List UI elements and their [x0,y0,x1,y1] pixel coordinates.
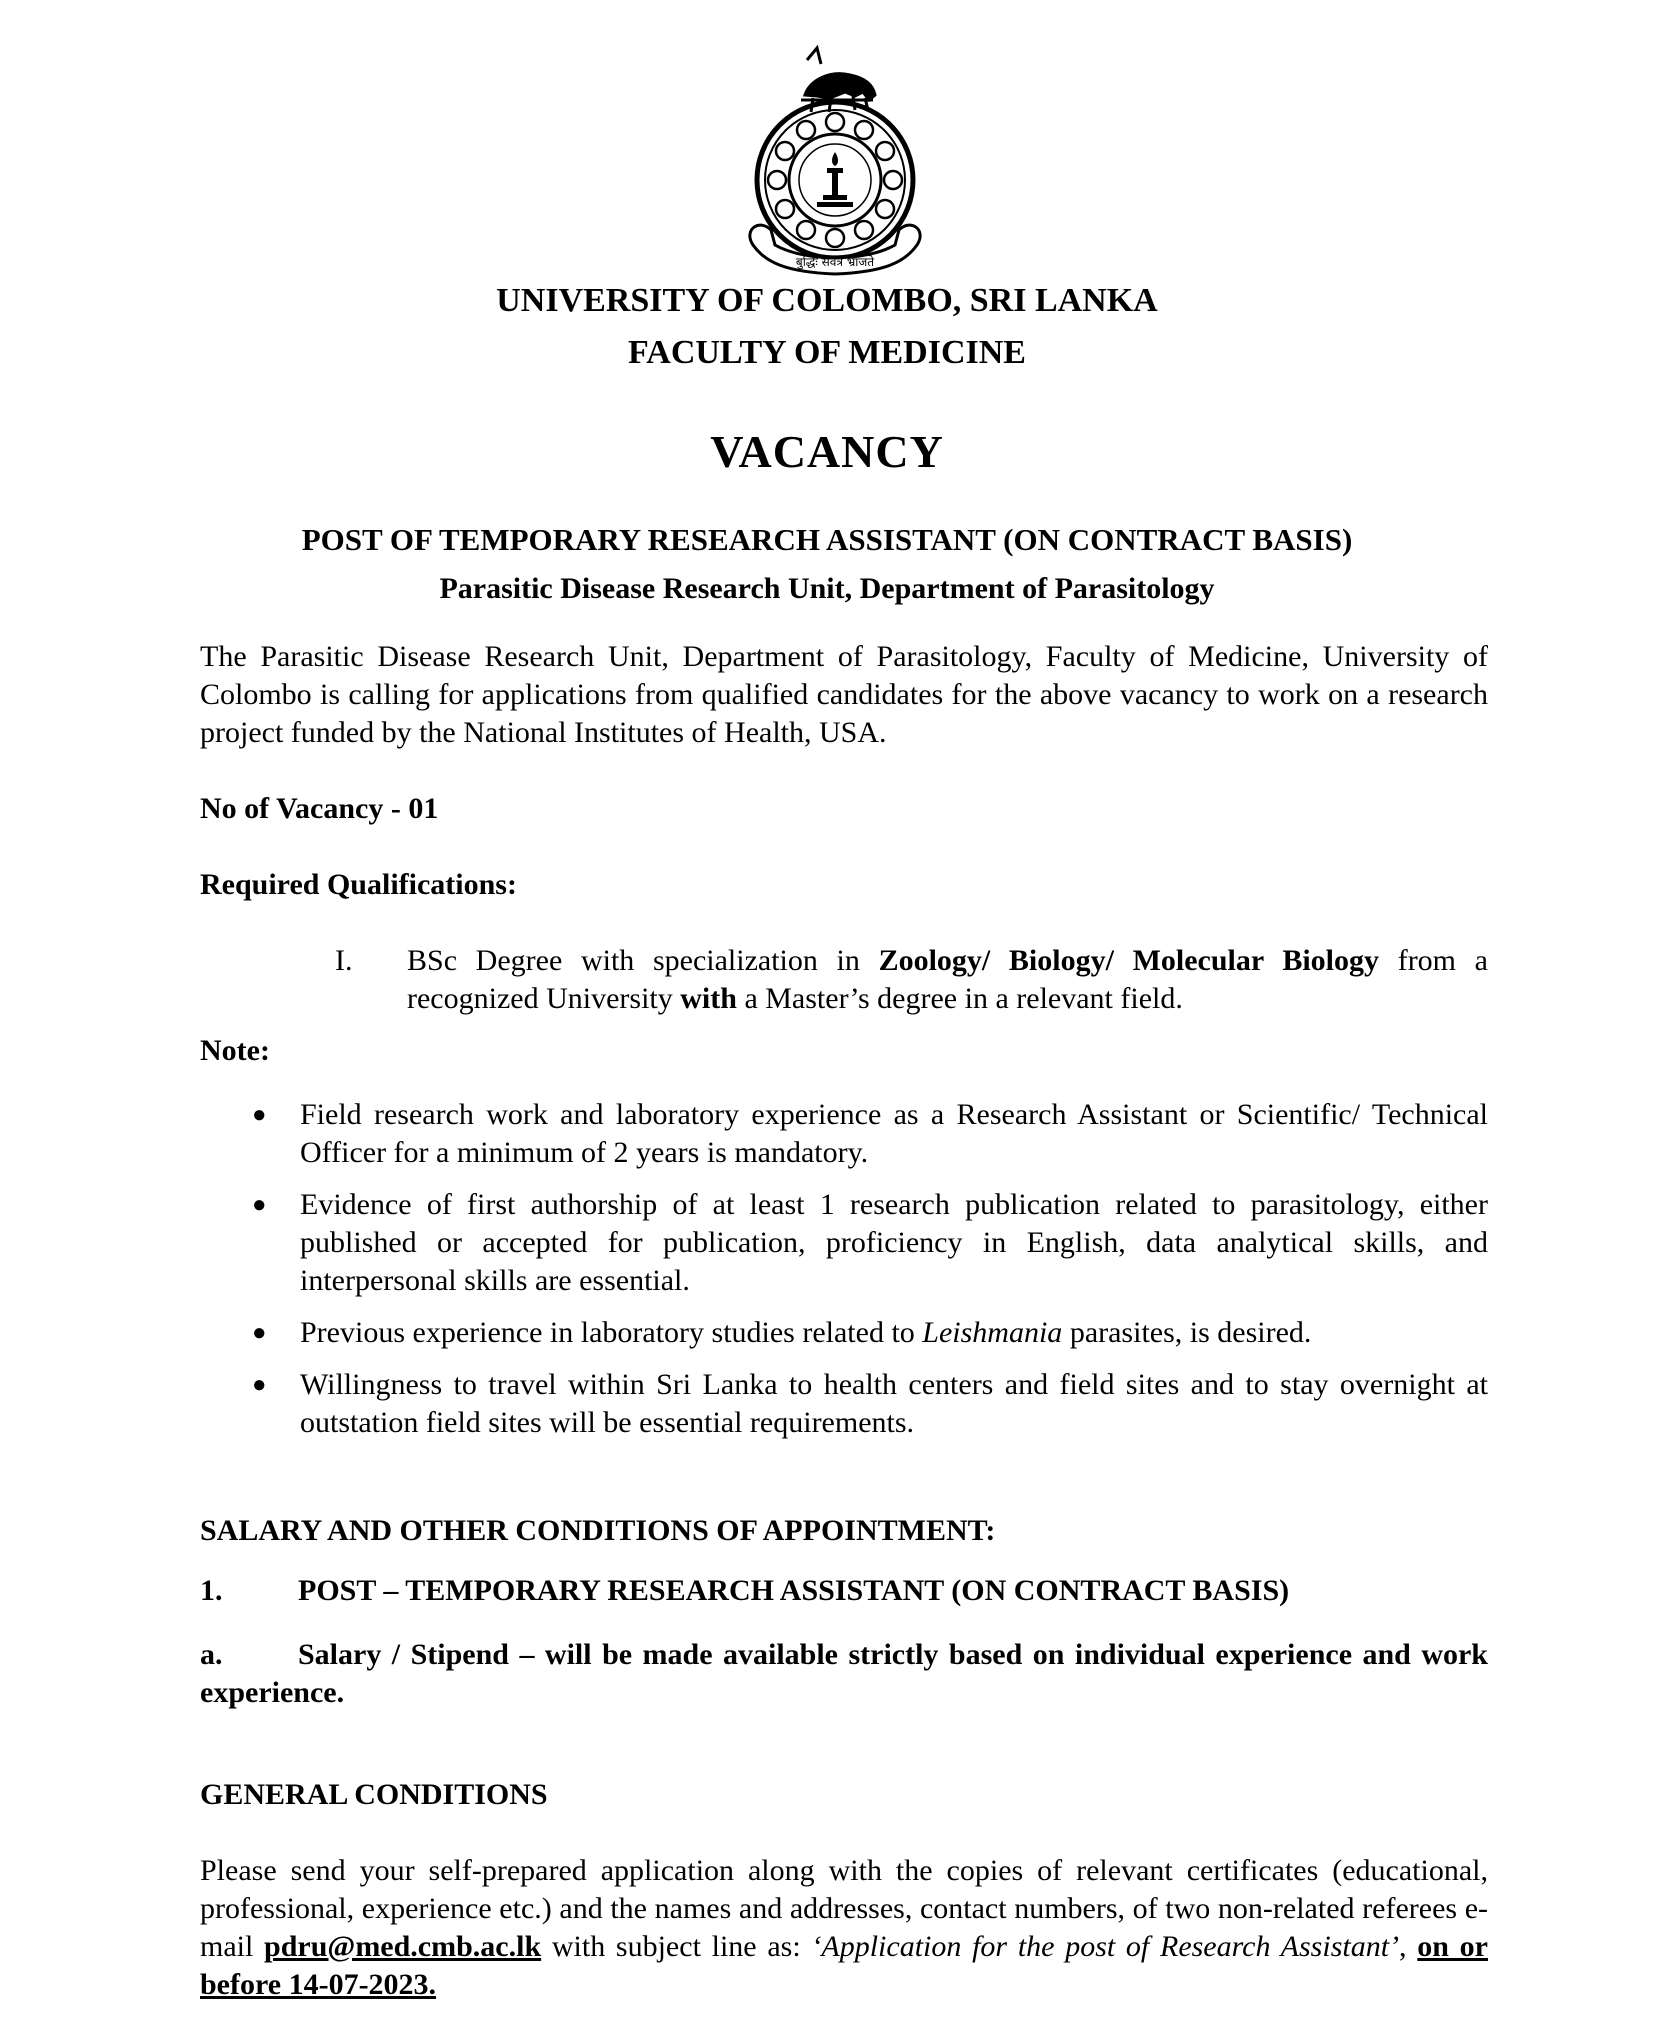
list-item: ● Willingness to travel within Sri Lanka to health centers and field sites and to stay overnight at outstation field sites will be essential requirements. [252,1368,1488,1439]
qualifications-heading: Required Qualifications: [200,868,517,901]
deadline-date: on or before 14-07-2023. [200,1930,1488,2001]
vacancy-title: VACANCY [710,426,944,477]
qualification-text: BSc Degree with specialization in Zoology/ Biology/ Molecular Biology from a recognized University with a Master’s degree in a relevant field. [407,944,1488,1015]
list-item: ● Field research work and laboratory experience as a Research Assistant or Scientific/ Technical Officer for a minimum of 2 years is mandatory. [252,1098,1488,1169]
salary-stipend-line: a. Salary / Stipend – will be made available strictly based on individual experience and work experience. [200,1638,1488,1709]
note-heading: Note: [200,1034,270,1067]
list-item: ● Previous experience in laboratory studies related to Leishmania parasites, is desired. [248,1314,1488,1352]
email-link[interactable]: pdru@med.cmb.ac.lk [264,1930,542,1963]
post-title: POST OF TEMPORARY RESEARCH ASSISTANT (ON CONTRACT BASIS) [301,522,1353,557]
vacancy-count: No of Vacancy - 01 [200,792,439,825]
oil-lamp-icon [817,152,853,207]
bullet-icon: ● [252,1102,267,1128]
bullet-icon: ● [252,1192,267,1218]
list-item: ● Evidence of first authorship of at least 1 research publication related to parasitology, either published or accepted for publication, proficiency in English, data analytical skills, and interpersonal skills are essential. [252,1188,1488,1297]
note-bullet-list [248,1096,1488,1456]
application-instructions: Please send your self-prepared application along with the copies of relevant certificates (educational, professional, experience etc.) and the names and addresses, contact numbers, of two non-related referees e- mail pdru@med.cmb.ac.lk with subject line as: ‘Application for the post of Research Assistant’, on or before 14-07-2023. [200,1854,1488,2001]
salary-heading: SALARY AND OTHER CONDITIONS OF APPOINTMENT: [200,1514,996,1547]
unit-subtitle: Parasitic Disease Research Unit, Department of Parasitology [439,572,1215,605]
university-crest-emblem [735,40,935,280]
bullet-icon: ● [252,1372,267,1398]
intro-paragraph: The Parasitic Disease Research Unit, Department of Parasitology, Faculty of Medicine, University of Colombo is calling for applications from qualified candidates for the above vacancy to work on a research project funded by the National Institutes of Health, USA. [200,640,1488,749]
bullet-icon: ● [252,1320,267,1346]
faculty-name: FACULTY OF MEDICINE [628,334,1026,371]
crest-motto: बुद्धिः सर्वत्र भ्राजते [795,255,875,269]
university-name: UNIVERSITY OF COLOMBO, SRI LANKA [496,282,1158,319]
qualification-number: I. [335,944,353,977]
vacancy-document: बुद्धिः सर्वत्र भ्राजते UNIVERSITY OF COLOMBO, SRI LANKA FACULTY OF MEDICINE VACANCY POST OF TEMPORARY RESEARCH ASSISTANT (ON CONTRACT BASIS) Parasitic Disease Research Unit, Department of Parasitology The Parasitic Disease Research Unit, Department of Parasitology, Faculty of Medicine, University of Colombo is calling for applications from qualified candidates for the above vacancy to work on a research project funded by the National Institutes of Health, USA. No of Vacancy - 01 Required Qualifications: I. BSc Degree with specialization in Zoology/ Biology/ Molecular Biology from a recognized University with a Master’s degree in a relevant field. Note: ● Field research work and laboratory experience as a Research Assistant or Scientific/ Technical Officer for a minimum of 2 years is mandatory. ● Evidence of first authorship of at least 1 research publication related to parasitology, either published or accepted for publication, proficiency in English, data analytical skills, and interpersonal skills are essential. ● Previous experience in laboratory studies related to Leishmania parasites, is desired. ● Willingness to travel within Sri Lanka to health centers and field sites and to stay overnight at outstation field sites will be essential requirements. SALARY AND OTHER CONDITIONS OF APPOINTMENT: 1. POST – TEMPORARY RESEARCH ASSISTANT (ON CONTRACT BASIS) a. Salary / Stipend – will be made available strictly based on individual experience and work experience. GENERAL CONDITIONS Please send your self-prepared application along with the copies of relevant certificates (educational, professional, experience etc.) and the names and addresses, contact numbers, of two non-related referees e- mail pdru@med.cmb.ac.lk with subject line as: ‘Application for the post of Research Assistant’, on or before 14-07-2023. [0,0,1654,2039]
general-conditions-heading: GENERAL CONDITIONS [200,1778,548,1811]
